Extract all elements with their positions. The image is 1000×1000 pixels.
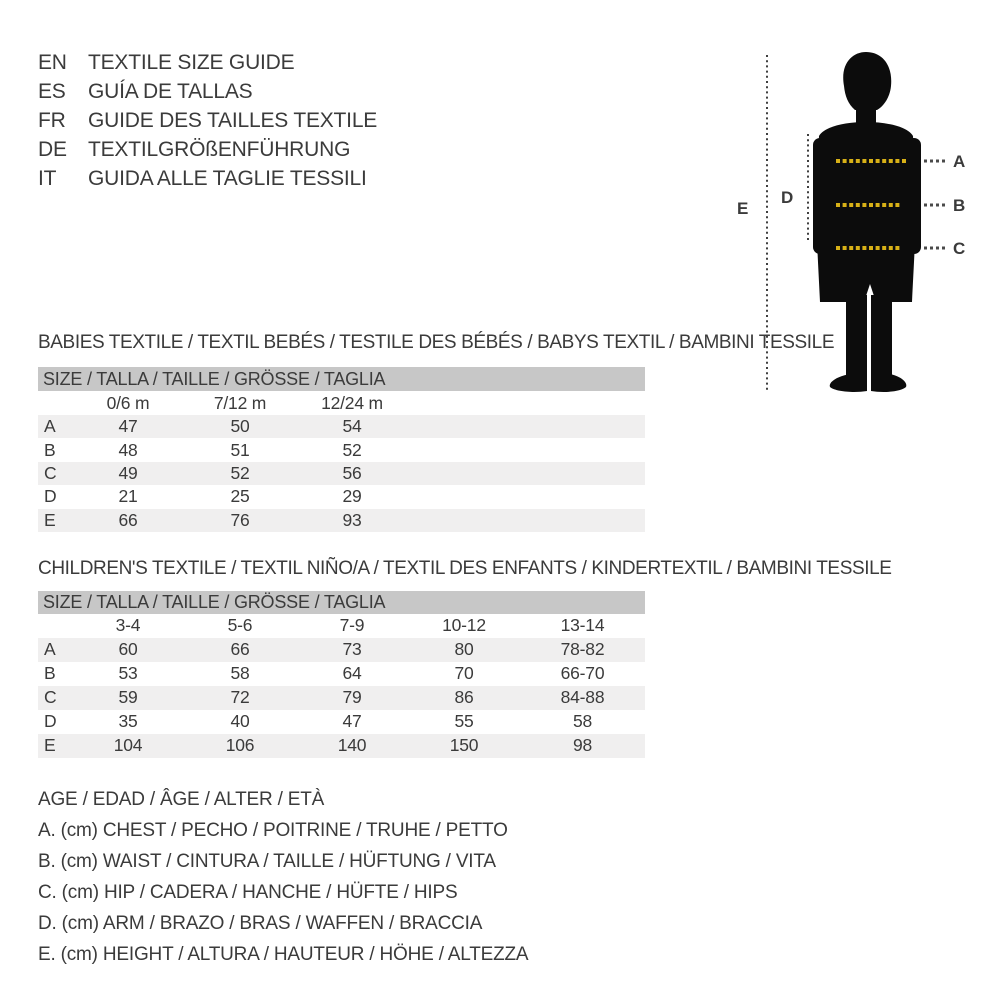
column-header: 3-4 <box>115 614 141 635</box>
lang-code: FR <box>38 109 66 132</box>
column-header-row <box>38 614 645 638</box>
cell: 76 <box>230 509 250 530</box>
measure-label-e: E <box>737 199 749 218</box>
column-header: 12/24 m <box>321 392 383 413</box>
children-size-table <box>38 591 645 758</box>
table-row <box>38 438 645 461</box>
table-row <box>38 415 645 438</box>
column-header: 13-14 <box>560 614 605 635</box>
measure-label-a: A <box>953 152 966 171</box>
page-title: TEXTILE SIZE GUIDE <box>88 51 295 74</box>
title-line-en <box>38 48 377 77</box>
cell: 55 <box>454 710 474 731</box>
table-header: SIZE / TALLA / TAILLE / GRÖSSE / TAGLIA <box>38 591 645 614</box>
cell: 21 <box>118 486 138 507</box>
row-label: D <box>44 486 57 507</box>
cell: 47 <box>342 710 362 731</box>
silhouette-left-arm <box>813 138 828 254</box>
silhouette-torso <box>816 122 916 302</box>
table-row <box>38 662 645 686</box>
cell: 47 <box>118 416 138 437</box>
page-title: TEXTILGRÖßENFÜHRUNG <box>88 138 351 161</box>
column-header: 10-12 <box>442 614 486 635</box>
measure-label-d: D <box>781 188 794 207</box>
cell: 79 <box>342 686 362 707</box>
cell: 73 <box>342 638 362 659</box>
children-section-title: CHILDREN'S TEXTILE / TEXTIL NIÑO/A / TEXTIL DES ENFANTS / KINDERTEXTIL / BAMBINI TESSILE <box>38 558 892 579</box>
silhouette-right-shoe <box>871 374 906 392</box>
cell: 106 <box>225 734 255 755</box>
table-row <box>38 509 645 532</box>
cell: 70 <box>454 662 474 683</box>
cell: 25 <box>230 486 250 507</box>
table-row <box>38 638 645 662</box>
title-line-it <box>38 164 377 193</box>
cell: 53 <box>118 662 138 683</box>
row-label: C <box>44 686 57 707</box>
silhouette-right-arm <box>906 138 921 254</box>
legend-line-arm: D. (cm) ARM / BRAZO / BRAS / WAFFEN / BRACCIA <box>38 913 483 934</box>
legend-line-chest: A. (cm) CHEST / PECHO / POITRINE / TRUHE / PETTO <box>38 820 508 841</box>
legend-line-hip: C. (cm) HIP / CADERA / HANCHE / HÜFTE / HIPS <box>38 882 458 903</box>
title-line-fr <box>38 106 377 135</box>
row-label: A <box>44 638 56 659</box>
cell: 58 <box>572 710 593 731</box>
row-label: C <box>44 462 57 483</box>
cell: 84-88 <box>560 686 605 707</box>
lang-code: IT <box>38 167 57 190</box>
page-title: GUIDE DES TAILLES TEXTILE <box>88 109 378 132</box>
cell: 104 <box>113 734 143 755</box>
row-label: A <box>44 416 56 437</box>
row-label: B <box>44 662 56 683</box>
column-header: 0/6 m <box>106 392 150 413</box>
cell: 78-82 <box>560 638 605 659</box>
cell: 49 <box>118 462 138 483</box>
page-title: GUÍA DE TALLAS <box>88 80 253 103</box>
table-row <box>38 485 645 508</box>
cell: 59 <box>118 686 138 707</box>
cell: 29 <box>342 486 362 507</box>
lang-code: EN <box>38 51 67 74</box>
measure-label-b: B <box>953 196 966 215</box>
silhouette-right-leg <box>871 295 892 383</box>
cell: 140 <box>337 734 367 755</box>
cell: 48 <box>118 439 138 460</box>
cell: 150 <box>449 734 479 755</box>
cell: 72 <box>230 686 250 707</box>
lang-code: DE <box>38 138 67 161</box>
cell: 58 <box>230 662 250 683</box>
table-row <box>38 462 645 485</box>
row-label: B <box>44 439 56 460</box>
lang-code: ES <box>38 80 66 103</box>
cell: 66 <box>118 509 138 530</box>
cell: 86 <box>454 686 474 707</box>
cell: 52 <box>230 462 250 483</box>
column-header: 5-6 <box>227 614 253 635</box>
cell: 66-70 <box>560 662 605 683</box>
page-title: GUIDA ALLE TAGLIE TESSILI <box>88 167 367 190</box>
cell: 51 <box>230 439 250 460</box>
table-row <box>38 710 645 734</box>
column-header: 7/12 m <box>213 392 267 413</box>
cell: 98 <box>572 734 593 755</box>
cell: 93 <box>342 509 362 530</box>
legend-line-height: E. (cm) HEIGHT / ALTURA / HAUTEUR / HÖHE / ALTEZZA <box>38 944 529 965</box>
cell: 52 <box>342 439 362 460</box>
legend-line-waist: B. (cm) WAIST / CINTURA / TAILLE / HÜFTUNG / VITA <box>38 851 496 872</box>
cell: 66 <box>230 638 250 659</box>
babies-section-title: BABIES TEXTILE / TEXTIL BEBÉS / TESTILE DES BÉBÉS / BABYS TEXTIL / BAMBINI TESSILE <box>38 332 835 353</box>
measurement-legend <box>38 784 528 970</box>
title-language-list <box>38 48 377 193</box>
cell: 56 <box>342 462 362 483</box>
cell: 80 <box>454 638 474 659</box>
table-header: SIZE / TALLA / TAILLE / GRÖSSE / TAGLIA <box>38 367 645 391</box>
row-label: D <box>44 710 57 731</box>
measure-label-c: C <box>953 239 966 258</box>
silhouette-left-shoe <box>830 374 867 392</box>
cell: 60 <box>118 638 138 659</box>
table-row <box>38 686 645 710</box>
title-line-es <box>38 77 377 106</box>
silhouette-left-leg <box>846 295 867 383</box>
column-header: 7-9 <box>339 614 365 635</box>
cell: 50 <box>230 416 250 437</box>
cell: 64 <box>342 662 362 683</box>
row-label: E <box>44 734 56 755</box>
column-header-row <box>38 391 645 415</box>
silhouette-head <box>843 52 891 110</box>
row-label: E <box>44 509 56 530</box>
legend-line-age: AGE / EDAD / ÂGE / ALTER / ETÀ <box>38 789 325 810</box>
title-line-de <box>38 135 377 164</box>
cell: 35 <box>118 710 138 731</box>
babies-size-table <box>38 367 645 532</box>
table-row <box>38 734 645 758</box>
cell: 54 <box>342 416 362 437</box>
cell: 40 <box>230 710 250 731</box>
